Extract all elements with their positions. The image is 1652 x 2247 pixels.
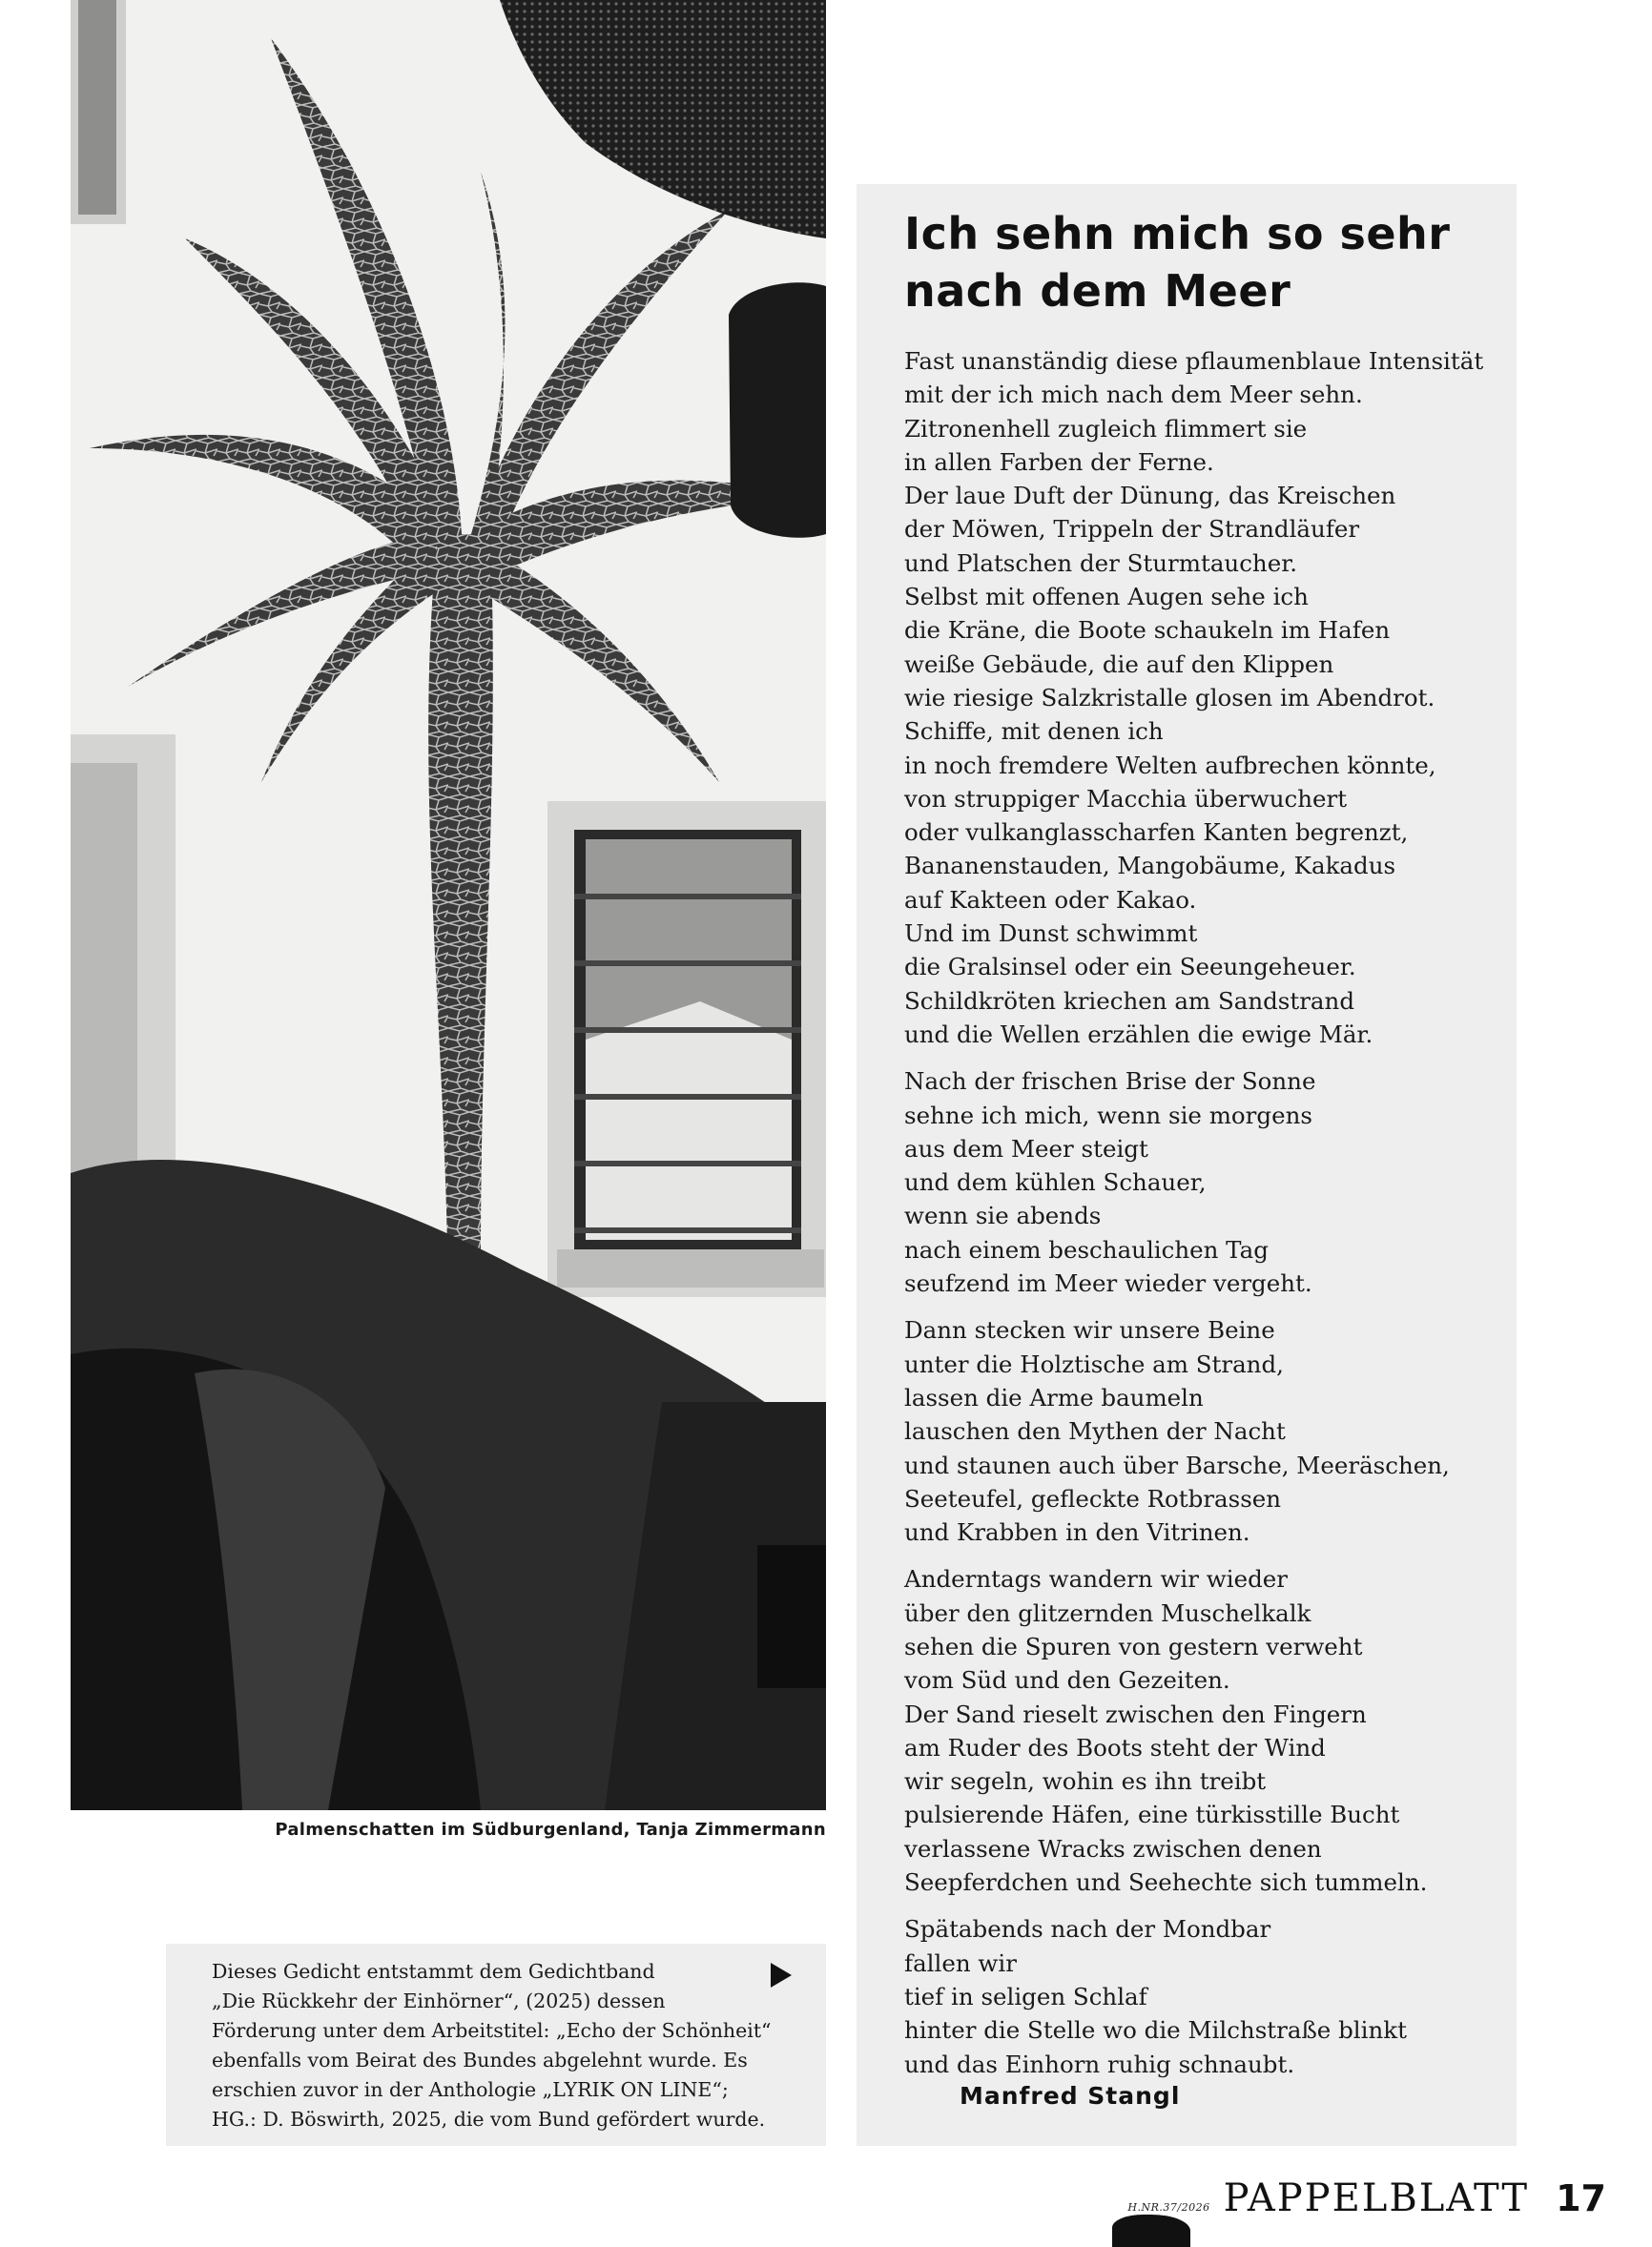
poem-line: Der Sand rieselt zwischen den Fingern xyxy=(904,1700,1367,1728)
poem-line: weiße Gebäude, die auf den Klippen xyxy=(904,649,1334,678)
poem-line: auf Kakteen oder Kakao. xyxy=(904,885,1197,914)
poem-line: hinter die Stelle wo die Milchstraße blinkt xyxy=(904,2016,1407,2045)
poem-line: vom Süd und den Gezeiten. xyxy=(904,1666,1230,1695)
note-line: Dieses Gedicht entstammt dem Gedichtband xyxy=(212,1960,655,1983)
note-line: erschien zuvor in der Anthologie „LYRIK ON LINE“; xyxy=(212,2078,729,2101)
poem-line: sehen die Spuren von gestern verweht xyxy=(904,1632,1363,1660)
poem-stanza xyxy=(904,1064,1505,1300)
poem-stanza xyxy=(904,1313,1505,1549)
palm-mosaic-photo xyxy=(71,0,826,1810)
magazine-name: PAPPELBLATT xyxy=(1223,2176,1530,2220)
poem-line: Fast unanständig diese pflaumenblaue Intensität xyxy=(904,347,1484,375)
poem-line: und staunen auch über Barsche, Meeräschen, xyxy=(904,1451,1450,1479)
note-line: HG.: D. Böswirth, 2025, die vom Bund gefördert wurde. xyxy=(212,2108,766,2131)
poem-line: und Platschen der Sturmtaucher. xyxy=(904,548,1298,577)
note-text xyxy=(212,1957,797,2134)
logo-blob-icon xyxy=(1112,2215,1190,2247)
poem-line: nach einem beschaulichen Tag xyxy=(904,1235,1269,1264)
poem-line: Und im Dunst schwimmt xyxy=(904,919,1198,948)
poem-line: in allen Farben der Ferne. xyxy=(904,447,1214,476)
poem-line: von struppiger Macchia überwuchert xyxy=(904,784,1348,813)
poem-line: wie riesige Salzkristalle glosen im Abendrot. xyxy=(904,683,1435,711)
poem-line: Schildkröten kriechen am Sandstrand xyxy=(904,986,1354,1015)
poem-line: wenn sie abends xyxy=(904,1202,1102,1230)
poem-stanza xyxy=(904,344,1505,1051)
poem-line: Spätabends nach der Mondbar xyxy=(904,1915,1271,1944)
poem-line: und die Wellen erzählen die ewige Mär. xyxy=(904,1020,1373,1048)
poem-line: Bananenstauden, Mangobäume, Kakadus xyxy=(904,852,1396,880)
poem-author: Manfred Stangl xyxy=(960,2082,1181,2110)
poem-title-line: nach dem Meer xyxy=(904,265,1291,317)
note-line: „Die Rückkehr der Einhörner“, (2025) dessen xyxy=(212,1989,666,2012)
poem-line: unter die Holztische am Strand, xyxy=(904,1350,1284,1378)
poem-title-line: Ich sehn mich so sehr xyxy=(904,208,1451,259)
issue-number: H.NR.37/2026 xyxy=(1127,2201,1210,2214)
poem-line: sehne ich mich, wenn sie morgens xyxy=(904,1101,1312,1129)
poem-line: und das Einhorn ruhig schnaubt. xyxy=(904,2050,1295,2078)
poem-line: Seeteufel, gefleckte Rotbrassen xyxy=(904,1484,1282,1513)
poem-line: mit der ich mich nach dem Meer sehn. xyxy=(904,381,1363,409)
poem-line: fallen wir xyxy=(904,1948,1017,1977)
poem-line: oder vulkanglasscharfen Kanten begrenzt, xyxy=(904,818,1409,847)
poem-line: die Gralsinsel oder ein Seeungeheuer. xyxy=(904,953,1356,981)
page-number: 17 xyxy=(1556,2177,1606,2219)
poem-line: über den glitzernden Muschelkalk xyxy=(904,1598,1311,1627)
poem-line: pulsierende Häfen, eine türkisstille Bucht xyxy=(904,1801,1400,1829)
poem-line: lassen die Arme baumeln xyxy=(904,1383,1204,1412)
poem-line: seufzend im Meer wieder vergeht. xyxy=(904,1269,1312,1298)
poem-line: Selbst mit offenen Augen sehe ich xyxy=(904,583,1309,611)
poem-body xyxy=(904,344,1505,2094)
poem-line: aus dem Meer steigt xyxy=(904,1134,1148,1163)
poem-line: Dann stecken wir unsere Beine xyxy=(904,1316,1275,1345)
poem-line: wir segeln, wohin es ihn treibt xyxy=(904,1767,1267,1796)
poem-line: und dem kühlen Schauer, xyxy=(904,1168,1207,1197)
poem-line: und Krabben in den Vitrinen. xyxy=(904,1518,1250,1547)
play-arrow-icon xyxy=(771,1963,792,1988)
poem-line: die Kräne, die Boote schaukeln im Hafen xyxy=(904,616,1391,645)
poem-stanza xyxy=(904,1562,1505,1899)
poem-line: Seepferdchen und Seehechte sich tummeln. xyxy=(904,1868,1428,1897)
poem-line: Nach der frischen Brise der Sonne xyxy=(904,1067,1316,1096)
poem-line: der Möwen, Trippeln der Strandläufer xyxy=(904,515,1360,544)
poem-title xyxy=(904,205,1476,320)
note-line: Förderung unter dem Arbeitstitel: „Echo der Schönheit“ xyxy=(212,2019,772,2042)
note-box xyxy=(166,1944,826,2146)
photo-caption: Palmenschatten im Südburgenland, Tanja Zimmermann xyxy=(275,1820,826,1840)
poem-stanza xyxy=(904,1912,1505,2080)
poem-line: verlassene Wracks zwischen denen xyxy=(904,1834,1322,1863)
poem-line: tief in seligen Schlaf xyxy=(904,1982,1147,2010)
poem-line: Zitronenhell zugleich flimmert sie xyxy=(904,414,1308,443)
poem-panel xyxy=(857,184,1517,2146)
poem-line: Der laue Duft der Dünung, das Kreischen xyxy=(904,482,1396,510)
poem-line: am Ruder des Boots steht der Wind xyxy=(904,1733,1326,1762)
poem-line: Anderntags wandern wir wieder xyxy=(904,1565,1288,1594)
poem-line: Schiffe, mit denen ich xyxy=(904,717,1164,746)
note-line: ebenfalls vom Beirat des Bundes abgelehnt wurde. Es xyxy=(212,2049,748,2072)
page-footer xyxy=(1127,2176,1606,2220)
photo xyxy=(71,0,826,1810)
poem-line: in noch fremdere Welten aufbrechen könnte, xyxy=(904,751,1436,779)
poem-line: lauschen den Mythen der Nacht xyxy=(904,1417,1286,1446)
